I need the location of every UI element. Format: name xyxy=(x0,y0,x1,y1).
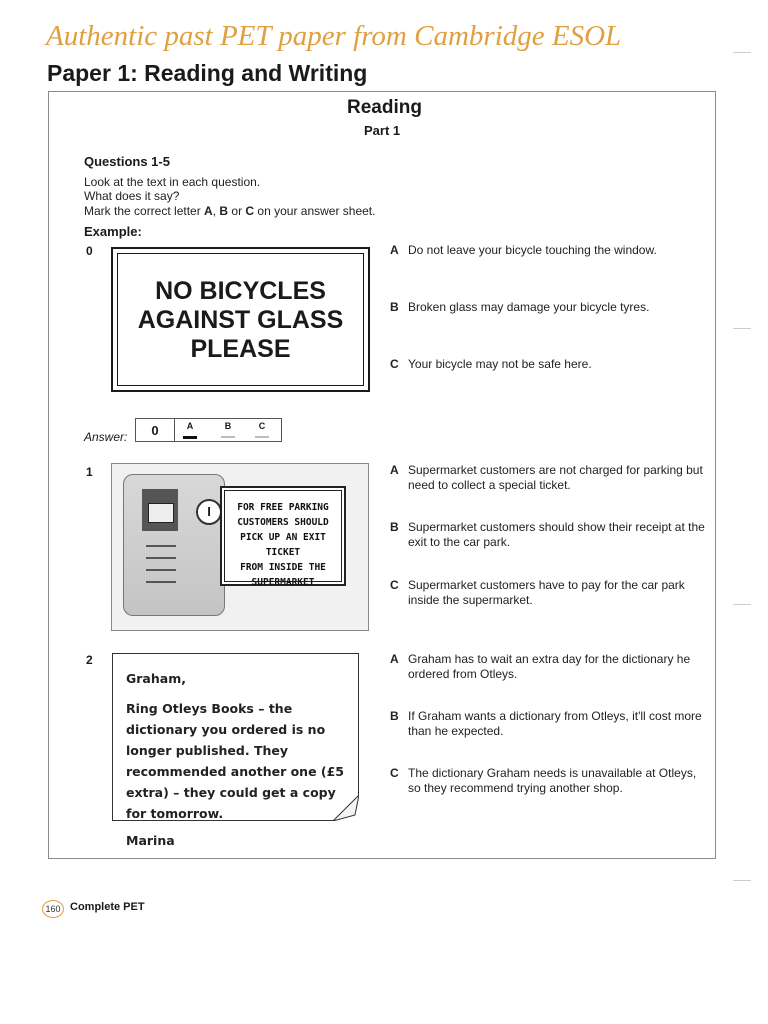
q2-option-c[interactable] xyxy=(390,766,710,796)
notice-line: SUPERMARKET xyxy=(251,577,315,588)
example-option-b[interactable] xyxy=(390,300,710,315)
instruction-line-2: What does it say? xyxy=(84,189,180,203)
board-line xyxy=(146,545,176,547)
answer-label: Answer: xyxy=(84,430,128,444)
ticket-machine-icon xyxy=(142,489,178,531)
section-title: Reading xyxy=(347,97,422,118)
instruction-line-1: Look at the text in each question. xyxy=(84,175,261,189)
answer-letter-b: B xyxy=(224,421,232,431)
parking-notice-text xyxy=(222,500,344,590)
questions-heading: Questions 1-5 xyxy=(84,154,170,169)
option-text: Broken glass may damage your bicycle tyres. xyxy=(408,300,650,314)
answer-mark-c[interactable] xyxy=(255,436,269,438)
option-text: If Graham wants a dictionary from Otleys, it'll cost more than he expected. xyxy=(408,709,702,738)
board-line xyxy=(146,581,176,583)
question-number-1: 1 xyxy=(86,465,93,479)
board-line xyxy=(146,569,176,571)
scan-mark xyxy=(733,880,751,881)
ticket-machine-screen xyxy=(148,503,174,523)
section-part: Part 1 xyxy=(364,123,401,138)
option-text: Supermarket customers should show their receipt at the exit to the car park. xyxy=(408,520,705,549)
notice-line: FOR FREE PARKING xyxy=(237,502,329,513)
note-greeting: Graham, xyxy=(126,671,186,686)
example-option-c[interactable] xyxy=(390,357,710,372)
answer-grid xyxy=(135,418,282,442)
q1-option-c[interactable] xyxy=(390,578,710,608)
paper-title: Paper 1: Reading and Writing xyxy=(47,60,368,86)
q1-option-a[interactable] xyxy=(390,463,710,493)
scan-mark xyxy=(733,604,751,605)
instruction-line-3 xyxy=(84,204,375,218)
notice-line: PICK UP AN EXIT TICKET xyxy=(240,532,326,558)
noticeboard xyxy=(123,474,225,616)
sign-line: PLEASE xyxy=(190,335,291,363)
option-letter: B xyxy=(390,520,399,534)
option-letter: B xyxy=(390,709,399,723)
example-label: Example: xyxy=(84,224,142,239)
page-number: 160 xyxy=(42,900,64,918)
answer-mark-b[interactable] xyxy=(221,436,235,438)
q2-option-b[interactable] xyxy=(390,709,710,739)
example-option-a[interactable] xyxy=(390,243,710,258)
option-text: Do not leave your bicycle touching the window. xyxy=(408,243,657,257)
note-body: Ring Otleys Books – the dictionary you ordered is no longer published. They recommended another one (£5 extra) – they could get a copy for tomorrow. xyxy=(126,701,345,821)
option-text: Your bicycle may not be safe here. xyxy=(408,357,592,371)
q2-option-a[interactable] xyxy=(390,652,710,682)
option-letter: C xyxy=(390,578,399,592)
notice-line: FROM INSIDE THE xyxy=(240,562,326,573)
option-text: The dictionary Graham needs is unavailable at Otleys, so they recommend trying another shop. xyxy=(408,766,697,795)
option-letter: C xyxy=(390,357,399,371)
note-text xyxy=(126,668,352,851)
book-title: Complete PET xyxy=(70,901,145,913)
q1-option-b[interactable] xyxy=(390,520,710,550)
handwritten-note xyxy=(112,653,359,848)
example-sign xyxy=(111,247,370,392)
answer-mark-a[interactable] xyxy=(183,436,197,439)
sign-line: AGAINST GLASS xyxy=(137,306,344,334)
instruction-text-3: Mark the correct letter A, B or C on your answer sheet. xyxy=(84,204,376,218)
option-letter: A xyxy=(390,463,399,477)
answer-grid-number: 0 xyxy=(136,419,175,441)
parking-notice-picture xyxy=(111,463,369,631)
scan-mark xyxy=(733,52,751,53)
example-sign-text xyxy=(113,277,368,364)
scan-mark xyxy=(733,328,751,329)
page-curl-icon xyxy=(333,795,359,821)
question-number-2: 2 xyxy=(86,653,93,667)
option-text: Supermarket customers have to pay for the car park inside the supermarket. xyxy=(408,578,685,607)
option-letter: C xyxy=(390,766,399,780)
sign-line: NO BICYCLES xyxy=(155,277,326,305)
notice-line: CUSTOMERS SHOULD xyxy=(237,517,329,528)
answer-letter-c: C xyxy=(258,421,266,431)
question-number-0: 0 xyxy=(86,244,93,258)
option-letter: A xyxy=(390,243,399,257)
information-icon: I xyxy=(196,499,222,525)
answer-letter-a: A xyxy=(186,421,194,431)
board-line xyxy=(146,557,176,559)
parking-notice xyxy=(220,486,346,586)
option-letter: A xyxy=(390,652,399,666)
note-signoff: Marina xyxy=(126,833,175,848)
series-title: Authentic past PET paper from Cambridge ESOL xyxy=(46,20,622,52)
option-letter: B xyxy=(390,300,399,314)
option-text: Supermarket customers are not charged for parking but need to collect a special ticket. xyxy=(408,463,703,492)
option-text: Graham has to wait an extra day for the dictionary he ordered from Otleys. xyxy=(408,652,691,681)
